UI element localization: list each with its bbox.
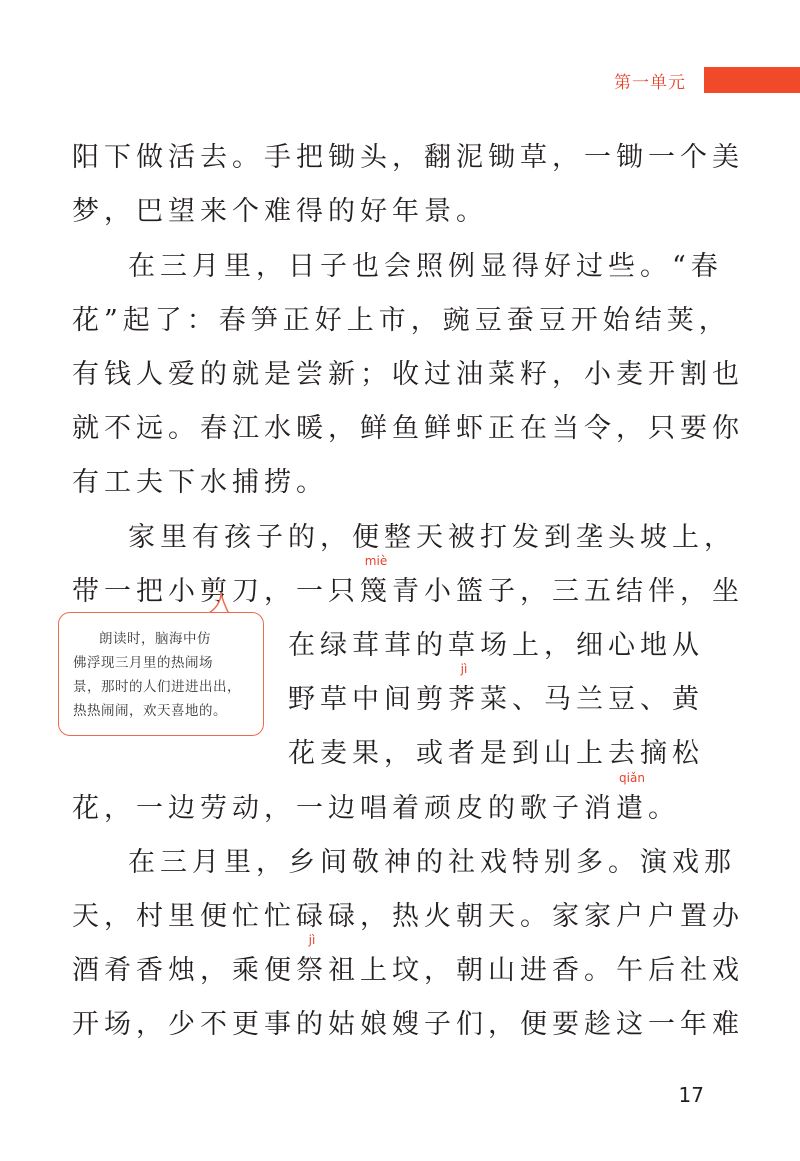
text-line: 天，村里便忙忙碌碌，热火朝天。家家户户置办 bbox=[72, 901, 744, 932]
text-line: 有钱人爱的就是尝新；收过油菜籽，小麦开割也 bbox=[72, 359, 744, 390]
text-line: 在绿茸茸的草场上，细心地从 bbox=[288, 630, 704, 661]
annotated-char: 荠 bbox=[448, 684, 480, 715]
text-line bbox=[288, 662, 704, 720]
note-line: 佛浮现三月里的热闹场 bbox=[73, 655, 213, 671]
annotated-char: 遣 bbox=[616, 793, 648, 824]
text-line bbox=[72, 554, 744, 612]
note-line: 热热闹闹，欢天喜地的。 bbox=[73, 703, 227, 719]
unit-accent-bar bbox=[704, 67, 800, 93]
line-text: 花，一边劳动，一边唱着顽皮的歌子消 bbox=[72, 793, 616, 824]
line-text: 。 bbox=[648, 793, 680, 824]
pinyin-annotation: miè bbox=[364, 554, 388, 568]
ruby-char bbox=[296, 933, 328, 991]
annotated-char: 祭 bbox=[296, 955, 328, 986]
text-line bbox=[72, 933, 744, 991]
text-line: 梦，巴望来个难得的好年景。 bbox=[72, 196, 488, 227]
annotated-char: 篾 bbox=[360, 576, 392, 607]
text-line: 阳下做活去。手把锄头，翻泥锄草，一锄一个美 bbox=[72, 142, 744, 173]
line-text: 酒肴香烛，乘便 bbox=[72, 955, 296, 986]
reading-tip-note bbox=[58, 612, 264, 736]
note-line: 朗读时，脑海中仿 bbox=[99, 631, 211, 647]
text-line: 花麦果，或者是到山上去摘松 bbox=[288, 738, 704, 769]
unit-title: 第一单元 bbox=[614, 72, 686, 93]
text-line: 就不远。春江水暖，鲜鱼鲜虾正在当令，只要你 bbox=[72, 413, 744, 444]
line-text: 祖上坟，朝山进香。午后社戏 bbox=[328, 955, 744, 986]
line-text: 菜、马兰豆、黄 bbox=[480, 684, 704, 715]
text-line: 在三月里，乡间敬神的社戏特别多。演戏那 bbox=[128, 847, 736, 878]
ruby-char bbox=[448, 662, 480, 720]
text-line: 在三月里，日子也会照例显得好过些。“春 bbox=[128, 251, 723, 282]
text-line: 有工夫下水捕捞。 bbox=[72, 467, 328, 498]
pinyin-annotation: jì bbox=[460, 662, 468, 676]
line-text: 野草中间剪 bbox=[288, 684, 448, 715]
text-line: 花”起了：春笋正好上市，豌豆蚕豆开始结荚， bbox=[72, 305, 731, 336]
text-line bbox=[72, 771, 680, 829]
ruby-char bbox=[616, 771, 648, 829]
ruby-char bbox=[360, 554, 392, 612]
pinyin-annotation: jì bbox=[308, 933, 316, 947]
page-number: 17 bbox=[678, 1083, 704, 1107]
note-line: 景，那时的人们进进出出， bbox=[73, 679, 241, 695]
text-line: 开场，少不更事的姑娘嫂子们，便要趁这一年难 bbox=[72, 1009, 744, 1040]
unit-header bbox=[614, 66, 800, 94]
line-text: 青小篮子，三五结伴，坐 bbox=[392, 576, 744, 607]
pinyin-annotation: qiǎn bbox=[619, 771, 645, 785]
text-line: 家里有孩子的，便整天被打发到垄头坡上， bbox=[128, 522, 736, 553]
line-text: 带一把小剪刀，一只 bbox=[72, 576, 360, 607]
